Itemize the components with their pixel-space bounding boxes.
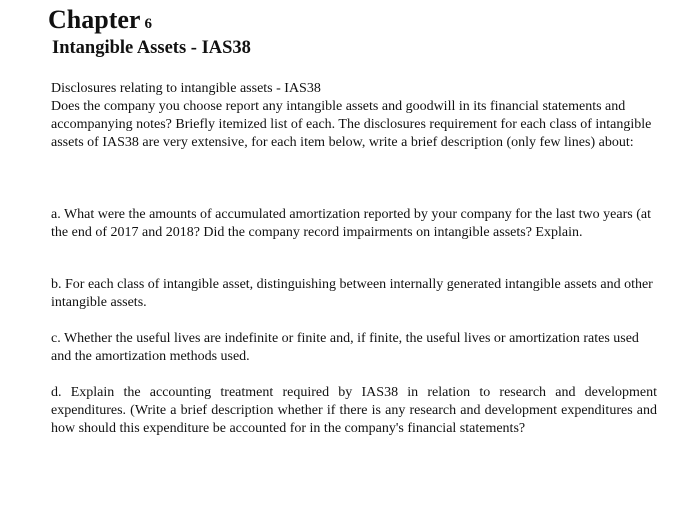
chapter-number: 6	[144, 16, 152, 32]
intro-heading-line: Disclosures relating to intangible assets - IAS38	[51, 81, 321, 96]
question-a: a. What were the amounts of accumulated amortization reported by your company for the last two years (at the end of 2017 and 2018? Did the company record impairments on intangible assets? Explain.	[51, 207, 651, 240]
question-d: d. Explain the accounting treatment required by IAS38 in relation to research and development expenditures. (Write a brief description whether if there is any research and development expenditures and how should this expenditure be accounted for in the company's financial statements?	[51, 385, 657, 436]
question-b: b. For each class of intangible asset, distinguishing between internally generated intangible assets and other intangible assets.	[51, 277, 653, 310]
intro-body: Does the company you choose report any intangible assets and goodwill in its financial statements and accompanying notes? Briefly itemized list of each. The disclosures requirement for each class of intangible assets of IAS38 are very extensive, for each item below, write a brief description (only few lines) about:	[51, 99, 652, 150]
question-c: c. Whether the useful lives are indefinite or finite and, if finite, the useful lives or amortization rates used and the amortization methods used.	[51, 331, 639, 364]
intro-paragraph	[51, 80, 661, 152]
chapter-heading	[48, 4, 152, 40]
chapter-subtitle: Intangible Assets - IAS38	[52, 38, 251, 58]
chapter-word: Chapter	[48, 5, 141, 34]
